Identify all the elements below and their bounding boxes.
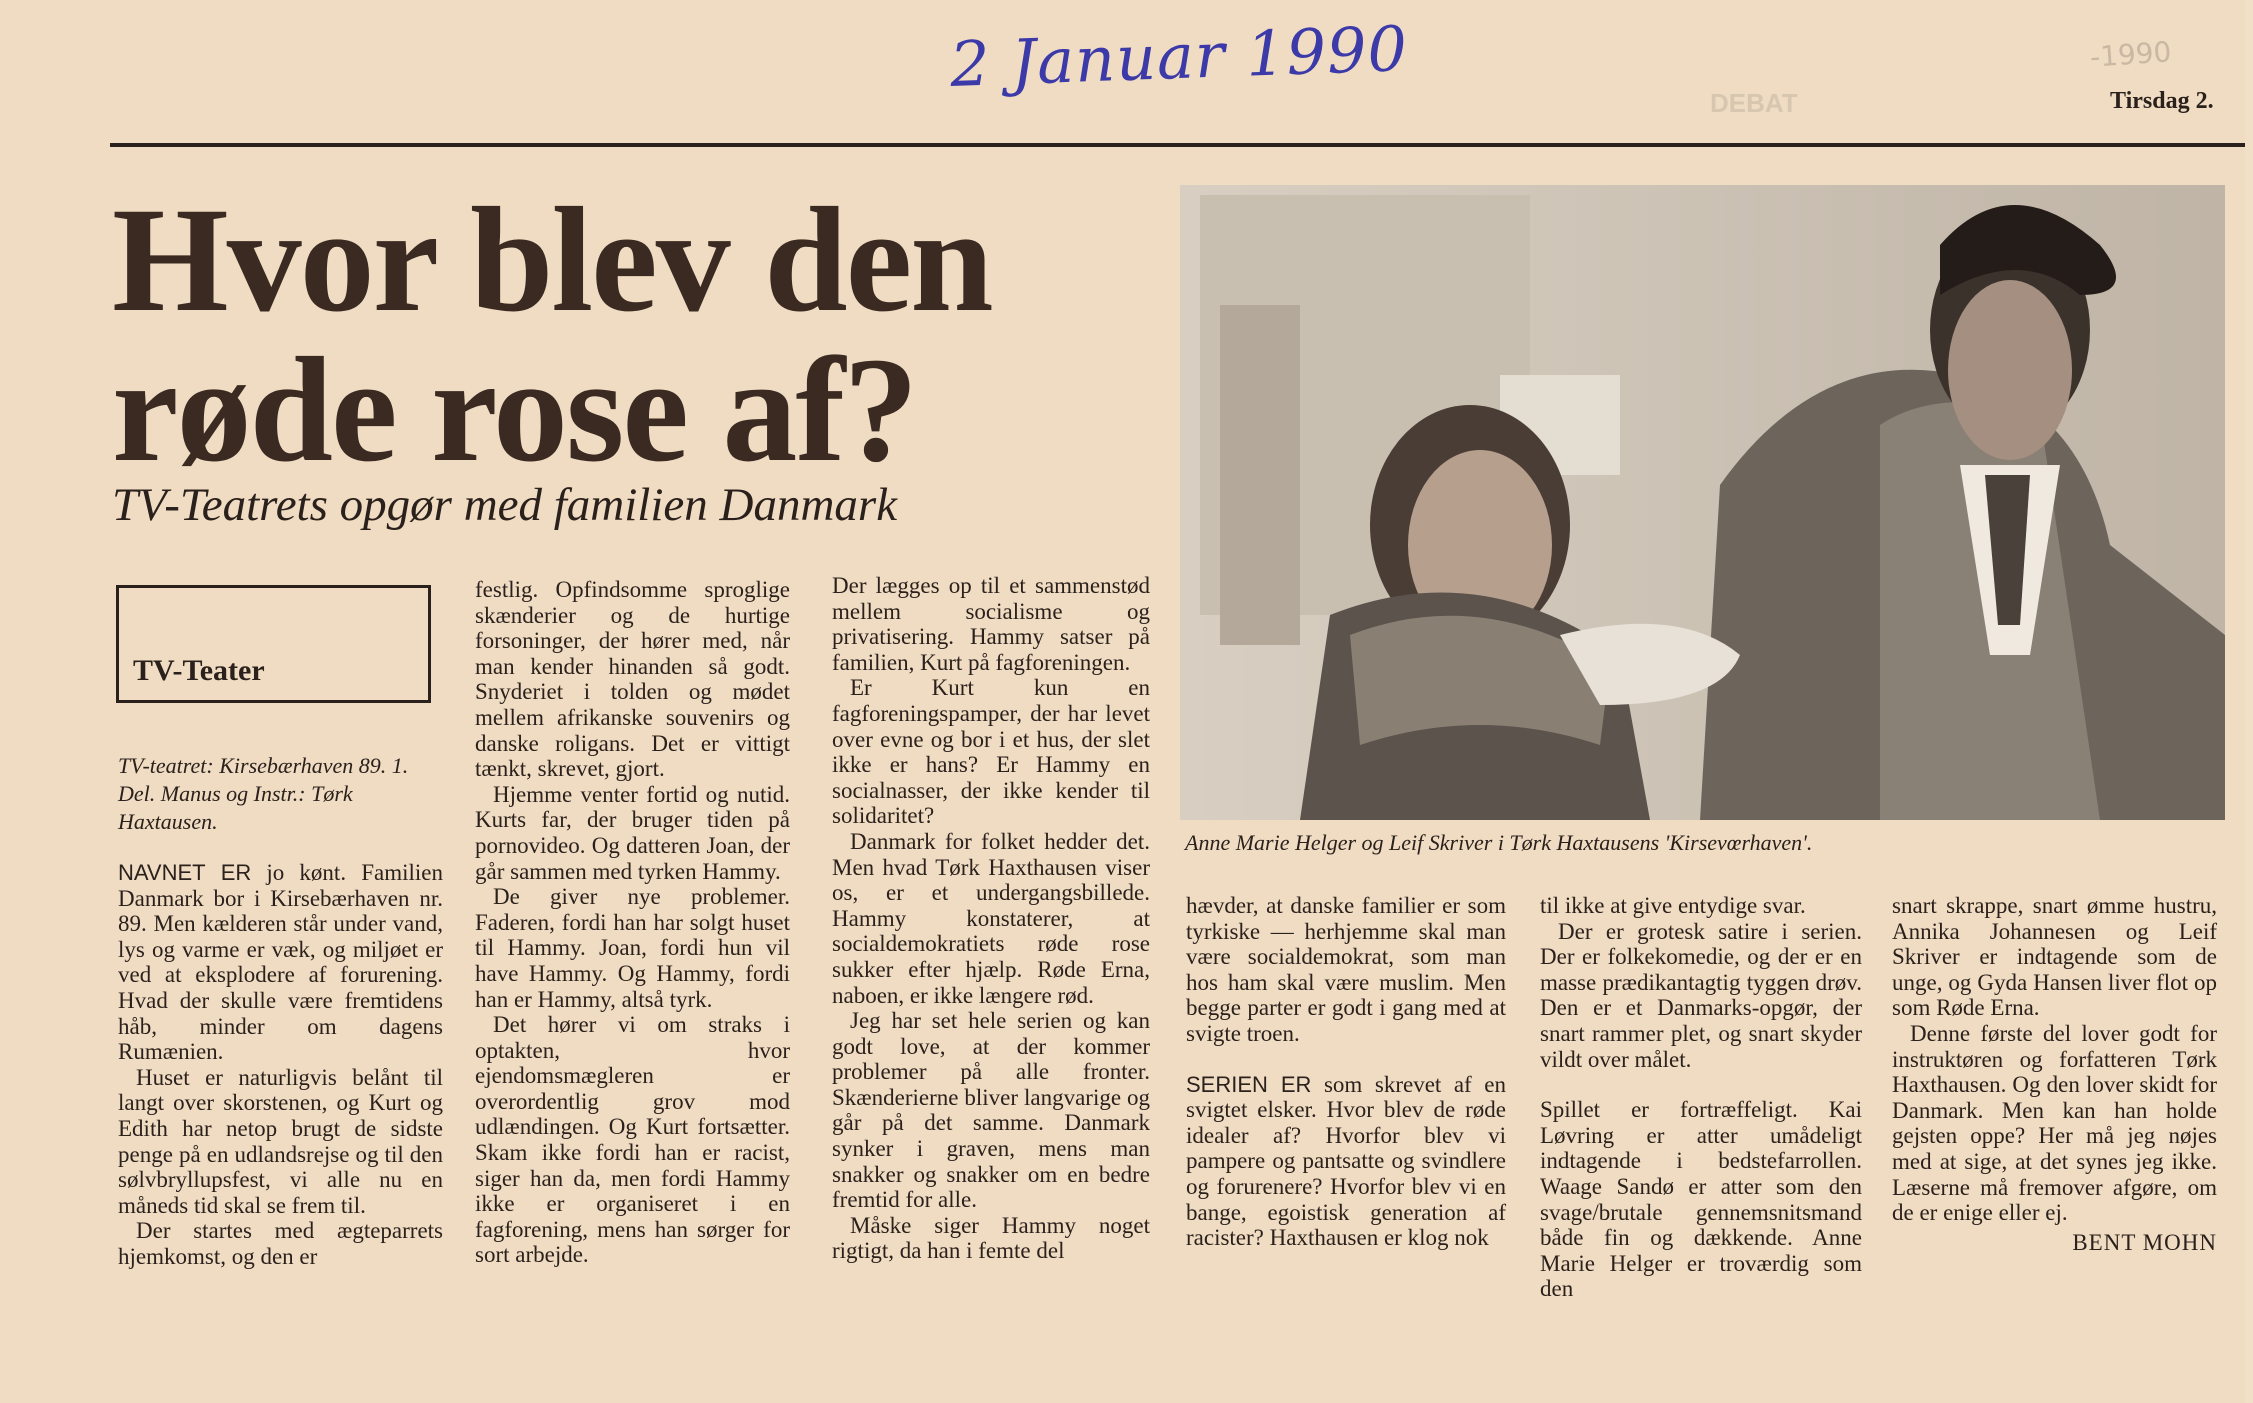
article-column-4: [1186, 893, 1506, 1251]
paragraph: festlig. Opfindsomme sproglige skænderier og de hurtige forsoninger, der hører med, når man kender hinanden så godt. Snyderiet i tolden og mødet mellem afrikanske souvenirs og danske roligans. Det er vittigt tænkt, skrevet, gjort.: [475, 577, 790, 782]
paragraph: Måske siger Hammy noget rigtigt, da han i femte del: [832, 1212, 1150, 1264]
faded-banner: DEBAT: [1710, 88, 1798, 118]
paragraph: Hjemme venter fortid og nutid. Kurts far, der bruger tiden på pornovideo. Og datteren Joan, der går sammen med tyrken Hammy.: [475, 781, 790, 884]
handwritten-date: 2 Januar 1990: [948, 12, 1410, 101]
paragraph: Der lægges op til et sammenstød mellem socialisme og privatisering. Hammy satser på familien, Kurt på fagforeningen.: [832, 573, 1150, 675]
paragraph: Det hører vi om straks i optakten, hvor ejendomsmægleren er overordentlig grov mod udlændingen. Og Kurt fortsætter. Skam ikke fordi han er racist, siger han da, men fordi Hammy ikke er organiseret i en fagforening, mens han sørger for sort arbejde.: [475, 1012, 790, 1268]
paragraph: Denne første del lover godt for instruktøren og forfatteren Tørk Haxthausen. Og den lover skidt for Danmark. Men kan han holde gejsten oppe? Her må jeg nøjes med at sige, at det synes jeg ikke. Læserne må fremover afgøre, om de er enige eller ej.: [1892, 1020, 2217, 1226]
byline: BENT MOHN: [2072, 1229, 2217, 1255]
article-column-6: [1892, 893, 2217, 1255]
subheadline: TV-Teatrets opgør med familien Danmark: [112, 479, 898, 531]
paragraph: Er Kurt kun en fagforeningspamper, der har levet over evne og bor i et hus, der slet ikke er hans? Er Hammy en socialnasser, der ikke kender til solidaritet?: [832, 675, 1150, 829]
paragraph: SERIEN ER som skrevet af en svigtet elsker. Hvor blev de røde idealer af? Hvorfor blev vi pampere og pantsatte og svindlere og forurenere? Hvorfor blev vi en bange, egoistisk generation af racister? Haxthausen er klog nok: [1186, 1071, 1506, 1251]
paragraph: De giver nye problemer. Faderen, fordi han har solgt huset til Hammy. Joan, fordi hun vil have Hammy. Og Hammy, fordi han er Hammy, altså tyrk.: [475, 884, 790, 1012]
paragraph: NAVNET ER jo kønt. Familien Danmark bor i Kirsebærhaven nr. 89. Men kælderen står under vand, lys og varme er væk, og miljøet er ved at eksplodere af forurening. Hvad der skulle være fremtidens håb, minder om dagens Rumænien.: [118, 860, 443, 1065]
section-rubric-box: [116, 585, 431, 703]
paragraph: Der startes med ægteparrets hjemkomst, og den er: [118, 1218, 443, 1269]
paragraph: Spillet er fortræffeligt. Kai Løvring er atter umådeligt indtagende i bedstefarrollen. Waage Sandø er atter som den svage/brutale gennemsnitsmand både fin og dækkende. Anne Marie Helger er troværdig som den: [1540, 1097, 1862, 1302]
paragraph: Der er grotesk satire i serien. Der er folkekomedie, og der er en masse prædikantagtig tyggen drøv. Den er et Danmarks-opgør, der snart rammer plet, og snart skyder vildt over målet.: [1540, 918, 1862, 1072]
masthead-rule: [110, 143, 2245, 147]
production-credits: TV-teatret: Kirsebærhaven 89. 1. Del. Manus og Instr.: Tørk Haxtausen.: [118, 753, 409, 834]
lead-in: NAVNET ER: [118, 860, 252, 885]
paragraph: Danmark for folket hedder det. Men hvad Tørk Haxthausen viser os, er et undergangsbillede. Hammy konstaterer, at socialdemokratiets røde rose sukker efter hjælp. Røde Erna, naboen, er ikke længere rød.: [832, 828, 1150, 1008]
masthead-date: Tirsdag 2.: [2110, 88, 2214, 114]
paragraph: snart skrappe, snart ømme hustru, Annika Johannesen og Leif Skriver er indtagende som de unge, og Gyda Hansen liver flot op som Røde Erna.: [1892, 893, 2217, 1021]
section-rubric: TV-Teater: [133, 654, 265, 687]
article-photo: [1180, 185, 2225, 820]
article-column-2: [475, 577, 790, 1268]
photo-caption: Anne Marie Helger og Leif Skriver i Tørk Haxtausens 'Kirsevœrhaven'.: [1185, 830, 1813, 855]
article-column-1: [118, 860, 443, 1270]
paragraph: til ikke at give entydige svar.: [1540, 893, 1806, 918]
paragraph: Jeg har set hele serien og kan godt love, at der kommer problemer på alle fronter. Skænderierne bliver langvarige og går på det samme. Danmark synker i graven, mens man snakker og snakker om en bedre fremtid for alle.: [832, 1008, 1150, 1213]
paragraph: hævder, at danske familier er som tyrkiske — herhjemme skal man være socialdemokrat, som man hos ham skal være muslim. Men begge parter er godt i gang med at svigte troen.: [1186, 893, 1506, 1046]
archive-stamp: -1990: [2088, 35, 2173, 74]
article-column-3: [832, 573, 1150, 1264]
article-column-5: [1540, 893, 1862, 1302]
headline: Hvor blev den røde rose af?: [112, 177, 992, 493]
paragraph: Huset er naturligvis belånt til langt over skorstenen, og Kurt og Edith har netop brugt de sidste penge på en udlandsrejse og til den sølvbryllupsfest, vi alle nu en måneds tid skal se frem til.: [118, 1064, 443, 1218]
lead-in: SERIEN ER: [1186, 1071, 1312, 1097]
